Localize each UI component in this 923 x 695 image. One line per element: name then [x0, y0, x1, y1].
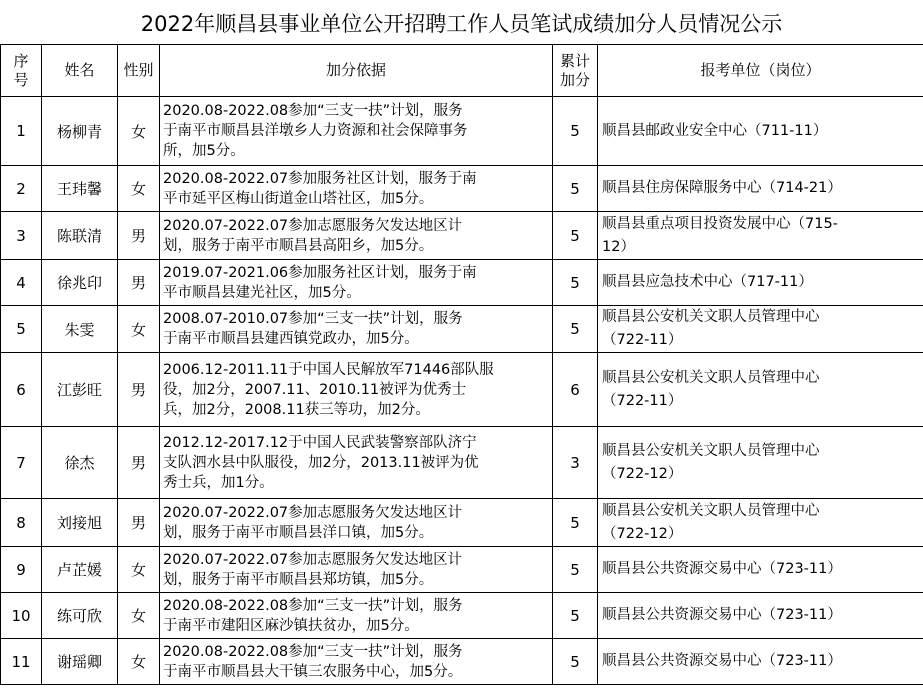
unit-cell: 顺昌县公安机关文职人员管理中心 （722-11） [598, 353, 923, 427]
name-cell: 陈联清 [42, 212, 118, 260]
table-row [1, 593, 923, 639]
header-total: 累计 加分 [553, 45, 598, 97]
basis-cell: 2012.12-2017.12于中国人民武装警察部队济宁 支队泗水县中队服役，加2分，2013.11被评为优 秀士兵，加1分。 [160, 427, 553, 499]
gender-cell: 女 [118, 593, 160, 639]
name-cell: 刘接旭 [42, 499, 118, 547]
gender-cell: 男 [118, 499, 160, 547]
table-row [1, 639, 923, 685]
gender-cell: 男 [118, 260, 160, 306]
header-row [1, 45, 923, 97]
table-row [1, 260, 923, 306]
gender-cell: 女 [118, 166, 160, 212]
unit-cell: 顺昌县公安机关文职人员管理中心 （722-12） [598, 499, 923, 547]
points-cell: 5 [553, 212, 598, 260]
points-cell: 6 [553, 353, 598, 427]
header-name: 姓名 [42, 45, 118, 97]
points-cell: 5 [553, 547, 598, 593]
name-cell: 朱雯 [42, 306, 118, 353]
basis-cell: 2020.08-2022.08参加“三支一扶”计划，服务 于南平市建阳区麻沙镇扶贫办，加5分。 [160, 593, 553, 639]
unit-cell: 顺昌县住房保障服务中心（714-21） [598, 166, 923, 212]
basis-cell: 2008.07-2010.07参加“三支一扶”计划，服务 于南平市顺昌县建西镇党政办，加5分。 [160, 306, 553, 353]
name-cell: 练可欣 [42, 593, 118, 639]
seq-cell: 6 [1, 353, 42, 427]
points-cell: 5 [553, 639, 598, 685]
seq-cell: 11 [1, 639, 42, 685]
results-table [0, 44, 923, 685]
gender-cell: 女 [118, 639, 160, 685]
seq-cell: 1 [1, 97, 42, 166]
points-cell: 3 [553, 427, 598, 499]
gender-cell: 男 [118, 212, 160, 260]
gender-cell: 女 [118, 97, 160, 166]
points-cell: 5 [553, 306, 598, 353]
basis-cell: 2006.12-2011.11于中国人民解放军71446部队服 役，加2分，2007.11、2010.11被评为优秀士 兵，加2分，2008.11获三等功，加2分。 [160, 353, 553, 427]
seq-cell: 9 [1, 547, 42, 593]
seq-cell: 4 [1, 260, 42, 306]
points-cell: 5 [553, 166, 598, 212]
seq-cell: 2 [1, 166, 42, 212]
name-cell: 卢芷媛 [42, 547, 118, 593]
name-cell: 谢瑶卿 [42, 639, 118, 685]
name-cell: 徐兆印 [42, 260, 118, 306]
header-seq: 序 号 [1, 45, 42, 97]
table-row [1, 353, 923, 427]
table-row [1, 97, 923, 166]
page-title: 2022年顺昌县事业单位公开招聘工作人员笔试成绩加分人员情况公示 [140, 12, 783, 36]
table-row [1, 166, 923, 212]
basis-cell: 2020.07-2022.07参加志愿服务欠发达地区计 划，服务于南平市顺昌县洋口镇，加5分。 [160, 499, 553, 547]
name-cell: 徐杰 [42, 427, 118, 499]
basis-cell: 2020.08-2022.08参加“三支一扶”计划，服务 于南平市顺昌县大干镇三农服务中心，加5分。 [160, 639, 553, 685]
unit-cell: 顺昌县重点项目投资发展中心（715- 12） [598, 212, 923, 260]
gender-cell: 男 [118, 353, 160, 427]
seq-cell: 10 [1, 593, 42, 639]
unit-cell: 顺昌县应急技术中心（717-11） [598, 260, 923, 306]
basis-cell: 2020.08-2022.08参加“三支一扶”计划，服务 于南平市顺昌县洋墩乡人力资源和社会保障事务 所，加5分。 [160, 97, 553, 166]
header-gender: 性别 [118, 45, 160, 97]
gender-cell: 女 [118, 306, 160, 353]
seq-cell: 3 [1, 212, 42, 260]
points-cell: 5 [553, 499, 598, 547]
unit-cell: 顺昌县公安机关文职人员管理中心 （722-12） [598, 427, 923, 499]
points-cell: 5 [553, 260, 598, 306]
name-cell: 江彭旺 [42, 353, 118, 427]
basis-cell: 2020.07-2022.07参加志愿服务欠发达地区计 划，服务于南平市顺昌县高阳乡，加5分。 [160, 212, 553, 260]
unit-cell: 顺昌县邮政业安全中心（711-11） [598, 97, 923, 166]
table-row [1, 212, 923, 260]
table-row [1, 427, 923, 499]
table-row [1, 499, 923, 547]
unit-cell: 顺昌县公共资源交易中心（723-11） [598, 547, 923, 593]
unit-cell: 顺昌县公共资源交易中心（723-11） [598, 639, 923, 685]
basis-cell: 2020.08-2022.07参加服务社区计划，服务于南 平市延平区梅山街道金山塔社区，加5分。 [160, 166, 553, 212]
points-cell: 5 [553, 97, 598, 166]
header-unit: 报考单位（岗位） [598, 45, 923, 97]
table-row [1, 547, 923, 593]
basis-cell: 2020.07-2022.07参加志愿服务欠发达地区计 划，服务于南平市顺昌县郑坊镇，加5分。 [160, 547, 553, 593]
seq-cell: 8 [1, 499, 42, 547]
gender-cell: 女 [118, 547, 160, 593]
unit-cell: 顺昌县公安机关文职人员管理中心 （722-11） [598, 306, 923, 353]
basis-cell: 2019.07-2021.06参加服务社区计划，服务于南 平市顺昌县建光社区，加5分。 [160, 260, 553, 306]
header-basis: 加分依据 [160, 45, 553, 97]
points-cell: 5 [553, 593, 598, 639]
table-row [1, 306, 923, 353]
name-cell: 杨柳青 [42, 97, 118, 166]
unit-cell: 顺昌县公共资源交易中心（723-11） [598, 593, 923, 639]
gender-cell: 男 [118, 427, 160, 499]
seq-cell: 7 [1, 427, 42, 499]
name-cell: 王玮馨 [42, 166, 118, 212]
seq-cell: 5 [1, 306, 42, 353]
